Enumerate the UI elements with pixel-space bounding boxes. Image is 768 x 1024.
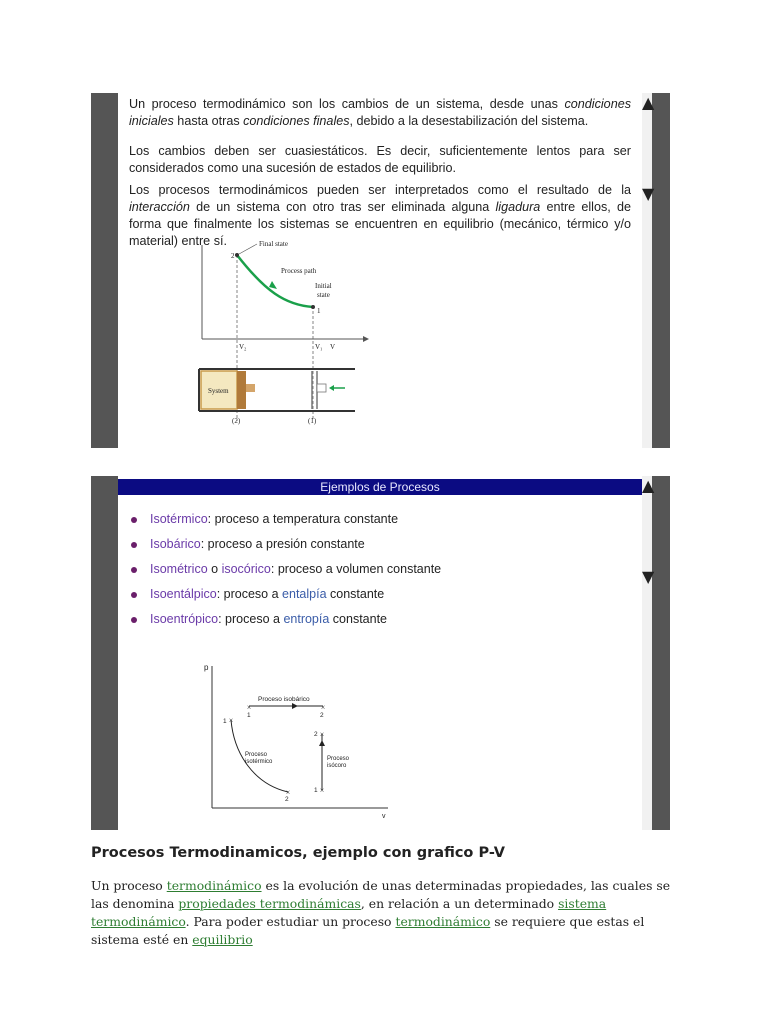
isothermal-label: Proceso	[245, 752, 268, 758]
point-2-label: 2	[231, 252, 235, 260]
slide-title: Ejemplos de Procesos	[118, 479, 642, 495]
link-sistema-termodinamico[interactable]: sistema termodinámico	[91, 896, 607, 929]
scrollbar-track-2[interactable]	[642, 476, 655, 830]
svg-text:×: ×	[228, 716, 234, 725]
svg-text:×: ×	[285, 788, 291, 797]
embedded-document-viewer-2	[91, 476, 670, 830]
svg-text:1: 1	[223, 718, 227, 725]
embedded-document-viewer-1	[91, 93, 670, 448]
list-item: Isotérmico: proceso a temperatura constante	[130, 512, 441, 537]
svg-text:1: 1	[314, 787, 318, 794]
link-termodinamico[interactable]: termodinámico	[166, 878, 262, 893]
svg-text:1: 1	[247, 712, 251, 719]
v-axis-label: V	[330, 343, 336, 351]
process-path-label: Process path	[281, 267, 317, 275]
scroll-up-icon[interactable]: ▲	[642, 93, 655, 112]
paragraph-2: Los cambios deben ser cuasiestáticos. Es decir, suficientemente lentos para ser considerados como una sucesión de estados de equilibrio.	[129, 144, 631, 175]
system-label: System	[208, 387, 229, 395]
svg-text:×: ×	[319, 786, 325, 795]
svg-text:2: 2	[314, 731, 318, 738]
svg-text:×: ×	[320, 703, 326, 712]
position-2-label: (2)	[232, 417, 241, 425]
scrollbar-thumb[interactable]	[642, 112, 652, 184]
link-propiedades-termodinamicas[interactable]: propiedades termodinámicas	[178, 896, 361, 911]
initial-label-1: Initial	[315, 282, 332, 290]
svg-text:isotérmico: isotérmico	[245, 759, 273, 765]
svg-text:isócoro: isócoro	[327, 763, 347, 769]
svg-text:×: ×	[246, 703, 252, 712]
process-list	[130, 512, 441, 637]
document-page-1	[118, 93, 642, 448]
list-item: Isoentrópico: proceso a entropía constante	[130, 612, 441, 637]
position-1-label: (1)	[308, 417, 317, 425]
isochoric-label: Proceso	[327, 756, 350, 762]
scrollbar-thumb-2[interactable]	[642, 495, 652, 567]
v-axis-label-2: v	[382, 813, 386, 820]
final-state-label: Final state	[259, 241, 288, 248]
initial-label-2: state	[317, 291, 330, 299]
svg-text:2: 2	[285, 796, 289, 803]
scrollbar-track[interactable]	[642, 93, 655, 448]
list-item: Isométrico o isocórico: proceso a volumen constante	[130, 562, 441, 587]
link-equilibrio[interactable]: equilibrio	[192, 932, 253, 947]
svg-text:2: 2	[320, 712, 324, 719]
p-axis-label: p	[204, 663, 209, 672]
viewer-side-margin-2	[642, 476, 670, 830]
scroll-up-icon[interactable]: ▲	[642, 476, 655, 495]
isobaric-label: Proceso isobárico	[258, 696, 310, 703]
pv-process-diagram	[195, 241, 375, 441]
scroll-down-icon[interactable]: ▼	[642, 184, 655, 203]
pv-processes-diagram	[198, 644, 398, 824]
link-termodinamico-2[interactable]: termodinámico	[395, 914, 491, 929]
scroll-down-icon[interactable]: ▼	[642, 567, 655, 586]
section-heading: Procesos Termodinamicos, ejemplo con grafico P-V	[91, 845, 506, 861]
v1-label: V₁	[315, 343, 323, 351]
slide-page	[118, 476, 642, 830]
viewer-side-margin	[642, 93, 670, 448]
paragraph-3: Los procesos termodinámicos pueden ser interpretados como el resultado de la interacción de un sistema con otro tras ser eliminada alguna ligadura entre ellos, de forma que finalmente los sistemas se encuentren en equilibrio (mecánico, térmico y/o material) entre sí.	[129, 183, 631, 248]
svg-text:×: ×	[319, 730, 325, 739]
point-1-label: 1	[317, 307, 321, 315]
process-path-curve	[237, 255, 313, 307]
paragraph-1: Un proceso termodinámico son los cambios de un sistema, desde unas condiciones iniciales hasta otras condiciones finales, debido a la desestabilización del sistema.	[129, 97, 631, 128]
list-item: Isobárico: proceso a presión constante	[130, 537, 441, 562]
body-paragraph: Un proceso termodinámico es la evolución de unas determinadas propiedades, las cuales se las denomina propiedades termodinámicas, en relación a un determinado sistema termodinámico. Para poder estudiar un proceso termodinámico se requiere que estas el sistema esté en equilibrio	[91, 878, 671, 947]
v2-label: V₂	[239, 343, 247, 351]
list-item: Isoentálpico: proceso a entalpía constante	[130, 587, 441, 612]
